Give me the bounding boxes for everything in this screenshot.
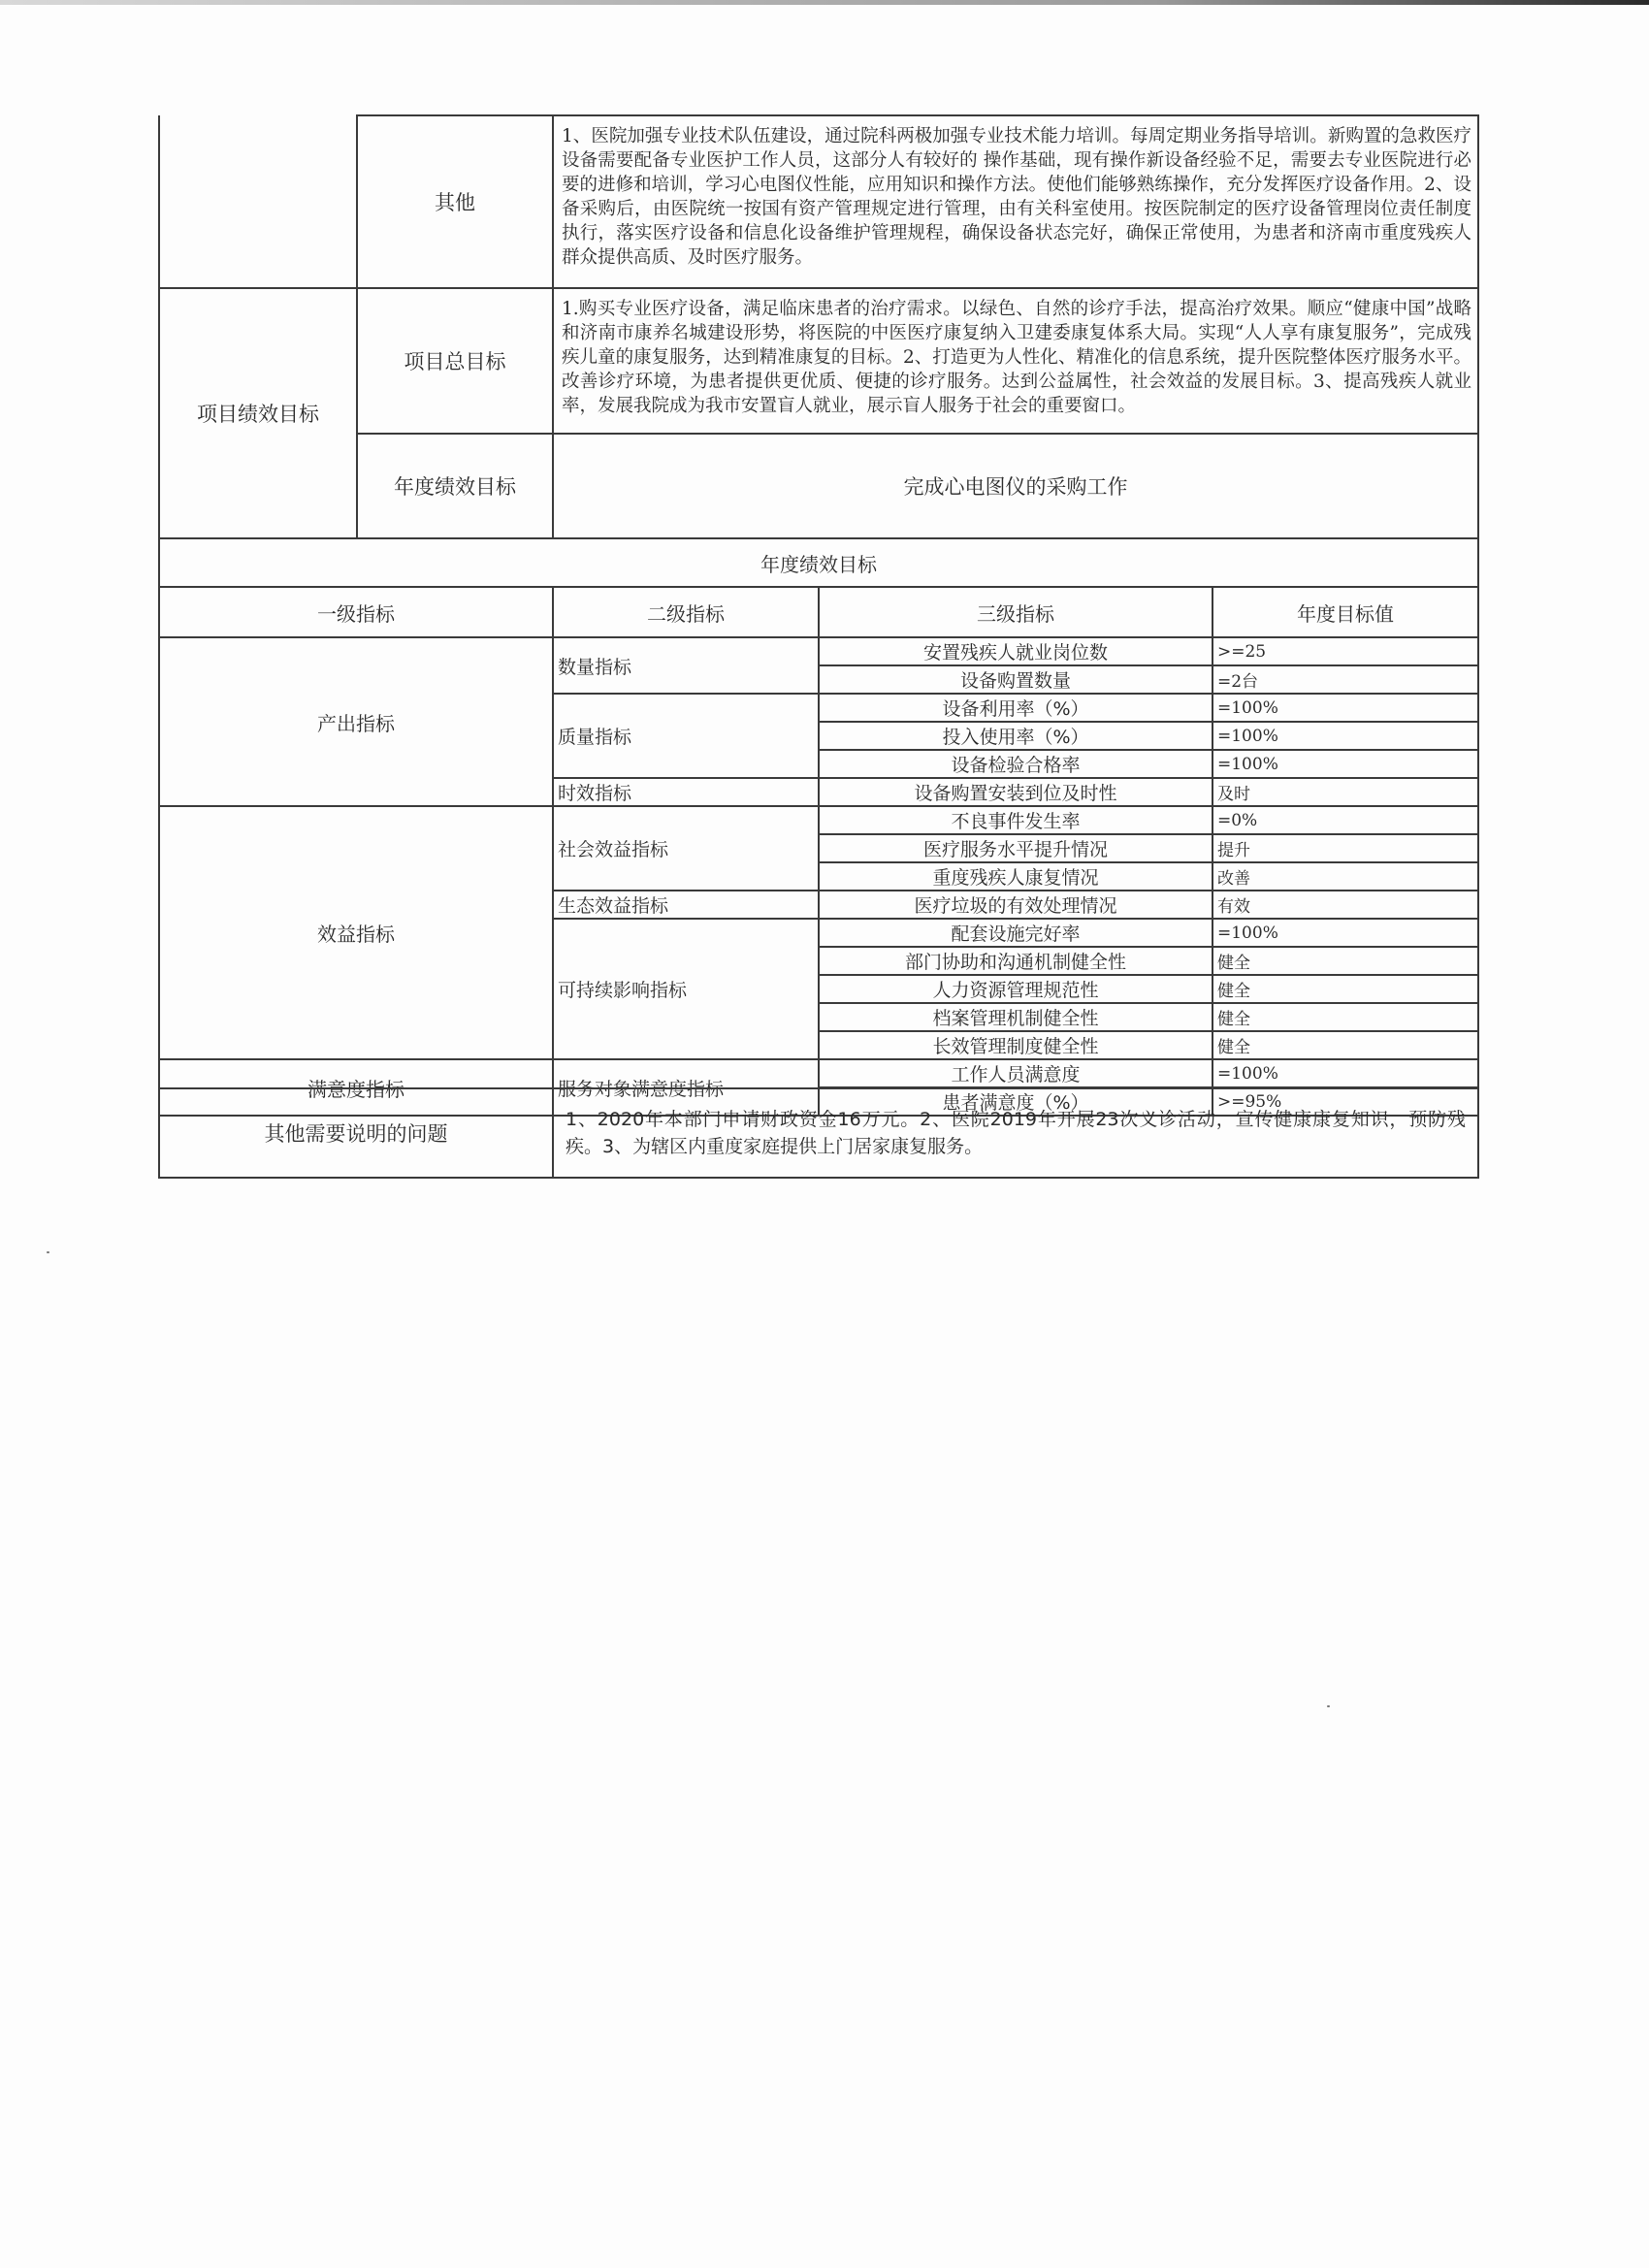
level2-indicator: 生态效益指标: [553, 891, 819, 919]
level3-indicator: 配套设施完好率: [819, 919, 1212, 947]
level3-indicator: 档案管理机制健全性: [819, 1003, 1212, 1031]
target-value: >=25: [1212, 637, 1478, 665]
target-value: =100%: [1212, 722, 1478, 750]
header-level1: 一级指标: [159, 587, 553, 637]
target-value: 提升: [1212, 834, 1478, 862]
target-value: >=95%: [1212, 1087, 1478, 1116]
target-value: 健全: [1212, 947, 1478, 975]
indicator-row: [159, 637, 1478, 665]
level2-indicator: 数量指标: [553, 637, 819, 694]
qita-text: 1、医院加强专业技术队伍建设，通过院科两极加强专业技术能力培训。每周定期业务指导培训。新购置的急救医疗设备需要配备专业医护工作人员，这部分人有较好的 操作基础，现有操作新设备经验不足，需要去专业医院进行必要的进修和培训，学习心电图仪性能，应用知识和操作方法。使他们能够熟练操作，充分发挥医疗设备作用。2、设备采购后，由医院统一按国有资产管理规定进行管理，由有关科室使用。按医院制定的医疗设备管理岗位责任制度执行，落实医疗设备和信息化设备维护管理规程，确保设备状态完好，确保正常使用，为患者和济南市重度残疾人群众提供高质、及时医疗服务。: [553, 115, 1478, 288]
target-value: 健全: [1212, 1003, 1478, 1031]
level3-indicator: 重度残疾人康复情况: [819, 862, 1212, 891]
target-value: =100%: [1212, 694, 1478, 722]
level2-indicator: 可持续影响指标: [553, 919, 819, 1059]
level2-indicator: 服务对象满意度指标: [553, 1059, 819, 1116]
level2-indicator: 质量指标: [553, 694, 819, 778]
scan-edge: [0, 0, 1649, 5]
level2-indicator: 社会效益指标: [553, 806, 819, 891]
level3-indicator: 人力资源管理规范性: [819, 975, 1212, 1003]
target-value: =100%: [1212, 750, 1478, 778]
level3-indicator: 设备购置数量: [819, 665, 1212, 694]
level3-indicator: 设备购置安装到位及时性: [819, 778, 1212, 806]
level3-indicator: 设备检验合格率: [819, 750, 1212, 778]
perf-target-label: 项目绩效目标: [159, 288, 357, 538]
level3-indicator: 医疗垃圾的有效处理情况: [819, 891, 1212, 919]
level3-indicator: 安置残疾人就业岗位数: [819, 637, 1212, 665]
scan-speck: [47, 1251, 49, 1253]
level3-indicator: 患者满意度（%）: [819, 1087, 1212, 1116]
level3-indicator: 工作人员满意度: [819, 1059, 1212, 1087]
perf-table-title: 年度绩效目标: [159, 538, 1478, 587]
indicator-row: [159, 1059, 1478, 1087]
target-value: 及时: [1212, 778, 1478, 806]
header-level2: 二级指标: [553, 587, 819, 637]
annual-goal-text: 完成心电图仪的采购工作: [553, 434, 1478, 538]
target-value: =2台: [1212, 665, 1478, 694]
level3-indicator: 不良事件发生率: [819, 806, 1212, 834]
annual-goal-label: 年度绩效目标: [357, 434, 553, 538]
level1-indicator: 产出指标: [159, 637, 553, 806]
notes-text: 1、2020年本部门申请财政资金16万元。2、医院2019年开展23次义诊活动，宣传健康康复知识，预防残疾。3、为辖区内重度家庭提供上门居家康复服务。: [553, 1088, 1478, 1178]
project-info-table: [158, 114, 1479, 539]
target-value: 改善: [1212, 862, 1478, 891]
level2-indicator: 时效指标: [553, 778, 819, 806]
qita-label: 其他: [357, 115, 553, 288]
target-value: 健全: [1212, 975, 1478, 1003]
level3-indicator: 长效管理制度健全性: [819, 1031, 1212, 1059]
target-value: =100%: [1212, 1059, 1478, 1087]
total-goal-text: 1.购买专业医疗设备，满足临床患者的治疗需求。以绿色、自然的诊疗手法，提高治疗效果。顺应“健康中国”战略和济南市康养名城建设形势，将医院的中医医疗康复纳入卫建委康复体系大局。实现“人人享有康复服务”，完成残疾儿童的康复服务，达到精准康复的目标。2、打造更为人性化、精准化的信息系统，提升医院整体医疗服务水平。改善诊疗环境，为患者提供更优质、便捷的诊疗服务。达到公益属性，社会效益的发展目标。3、提高残疾人就业率，发展我院成为我市安置盲人就业，展示盲人服务于社会的重要窗口。: [562, 299, 1471, 416]
target-value: =0%: [1212, 806, 1478, 834]
blank-cell: [159, 115, 357, 288]
target-value: 健全: [1212, 1031, 1478, 1059]
level3-indicator: 设备利用率（%）: [819, 694, 1212, 722]
annual-perf-table: [158, 537, 1479, 1117]
scan-speck: [1327, 1705, 1330, 1707]
level3-indicator: 投入使用率（%）: [819, 722, 1212, 750]
level3-indicator: 部门协助和沟通机制健全性: [819, 947, 1212, 975]
total-goal-label: 项目总目标: [357, 288, 553, 434]
notes-label: 其他需要说明的问题: [159, 1088, 553, 1178]
total-goal-cell: [553, 288, 1478, 434]
notes-table: [158, 1087, 1479, 1179]
target-value: =100%: [1212, 919, 1478, 947]
level1-indicator: 效益指标: [159, 806, 553, 1059]
header-level3: 三级指标: [819, 587, 1212, 637]
header-target-value: 年度目标值: [1212, 587, 1478, 637]
target-value: 有效: [1212, 891, 1478, 919]
level1-indicator: 满意度指标: [159, 1059, 553, 1116]
indicator-row: [159, 806, 1478, 834]
level3-indicator: 医疗服务水平提升情况: [819, 834, 1212, 862]
